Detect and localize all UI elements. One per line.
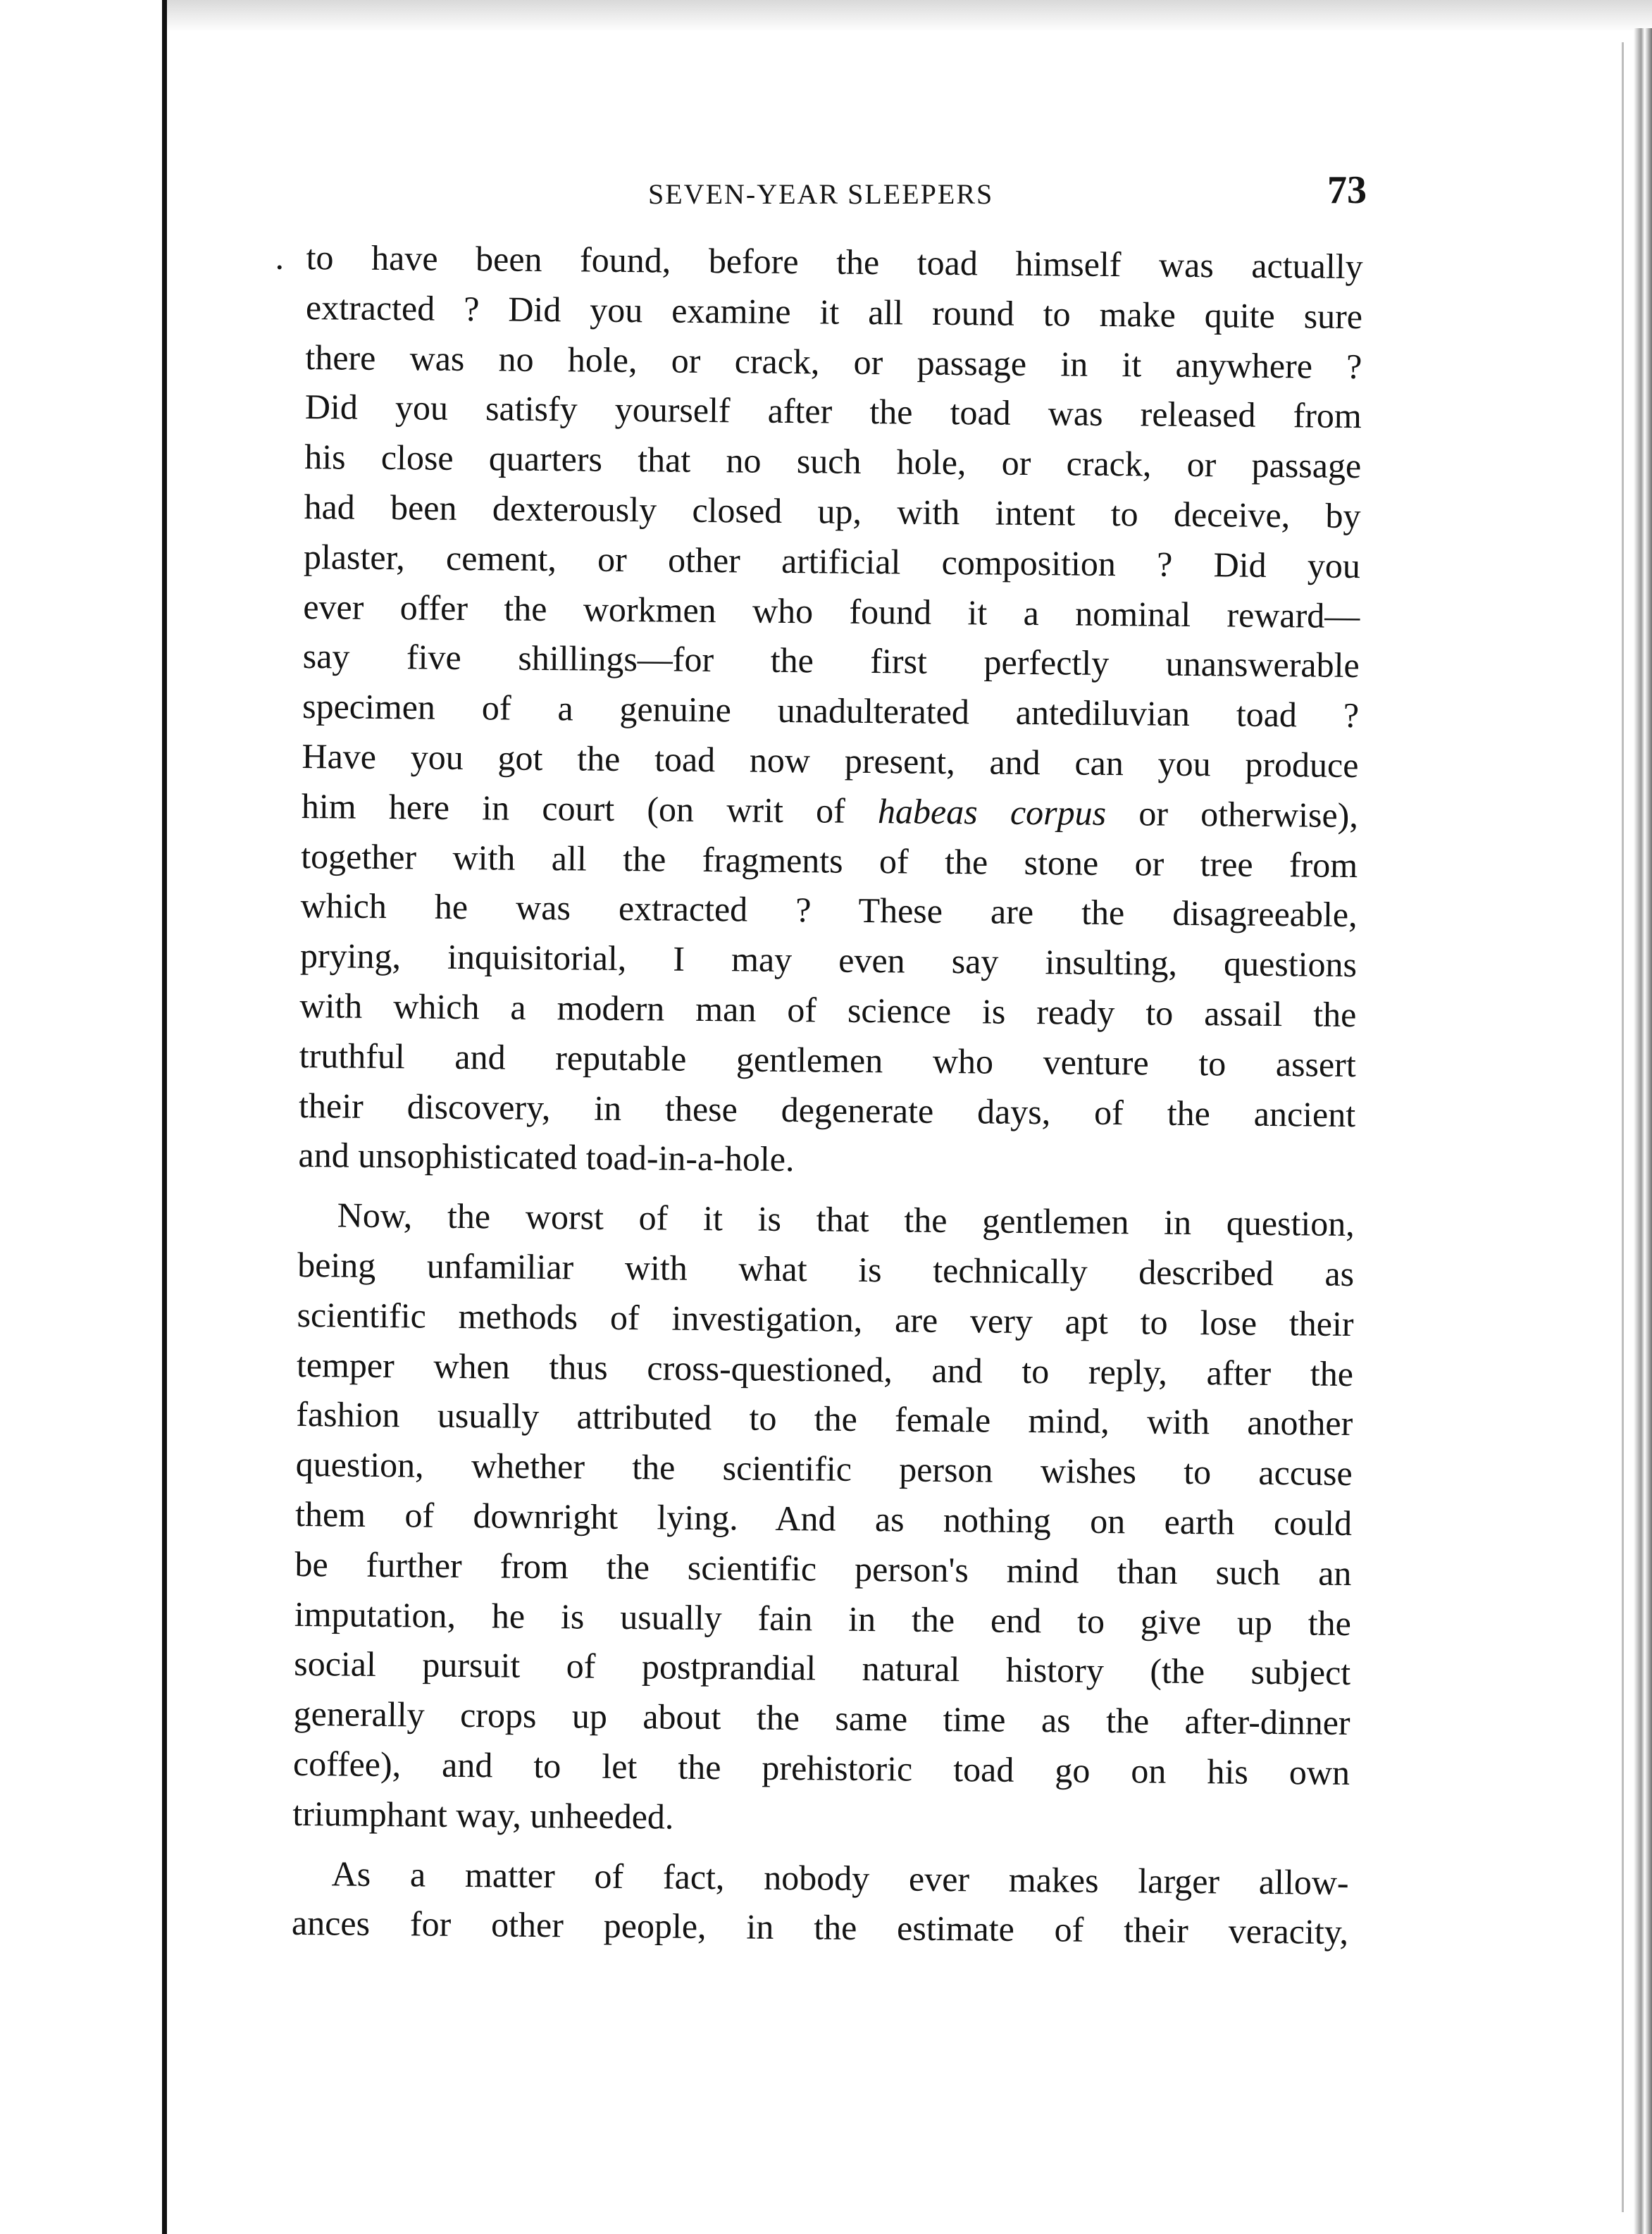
paragraph-2 [292,1190,1355,1847]
text-line: coffee), and to let the prehistoric toad go on his own [292,1743,1350,1792]
text-line: there was no hole, or crack, or passage in it anywhere ? [305,337,1362,386]
text-line: plaster, cement, or other artificial composition ? Did you [303,536,1361,585]
page-right-edge [1634,28,1652,2234]
text-line: say five shillings—for the first perfectly unanswerable [302,636,1360,685]
running-header [310,168,1367,231]
binding-edge [162,0,167,2234]
text-fragment: him here in court (on writ of [301,786,878,831]
text-line: generally crops up about the same time as the after-dinner [293,1694,1350,1743]
text-line: Did you satisfy yourself after the toad was released from [304,387,1362,436]
text-line: with which a modern man of science is ready to assail the [299,985,1357,1035]
text-line: them of downright lying. And as nothing on earth could [294,1494,1353,1543]
paragraph-1 [298,232,1363,1189]
body-text [275,232,1363,1957]
text-line: be further from the scientific person's mind than such an [294,1544,1352,1593]
text-line: being unfamiliar with what is technically described as [297,1244,1355,1293]
text-line: scientific methods of investigation, are very apt to lose their [297,1294,1354,1343]
running-title: SEVEN-YEAR SLEEPERS [648,178,994,210]
page-right-inner-edge [1622,42,1624,2212]
text-line: prying, inquisitorial, I may even say insulting, questions [299,936,1358,985]
text-line: ances for other people, in the estimate of their veracity, [291,1903,1349,1952]
text-line: which he was extracted ? These are the disagreeable, [300,886,1358,935]
text-line: truthful and reputable gentlemen who venture to assert [299,1035,1356,1084]
text-line: social pursuit of postprandial natural history (the subject [294,1644,1351,1693]
text-line: had been dexterously closed up, with intent to deceive, by [304,486,1361,536]
page-number: 73 [1327,168,1367,212]
text-line: extracted ? Did you examine it all round to make quite sure [305,287,1363,336]
text-fragment: or otherwise), [1105,793,1359,835]
text-line: their discovery, in these degenerate days, of the ancient [298,1085,1356,1134]
text-line: temper when thus cross-questioned, and to reply, after the [296,1344,1354,1394]
text-line: his close quarters that no such hole, or crack, or passage [304,437,1362,486]
text-line: fashion usually attributed to the female mind, with another [296,1394,1353,1444]
text-line: imputation, he is usually fain in the end to give up the [294,1594,1352,1643]
text-line: ever offer the workmen who found it a nominal reward— [303,586,1360,635]
text-line: together with all the fragments of the stone or tree from [301,836,1358,885]
text-line: and unsophisticated toad-in-a-hole. [298,1135,795,1179]
text-line: question, whether the scientific person wishes to accuse [295,1444,1353,1494]
italic-latin-term: habeas corpus [877,790,1107,833]
text-line: Have you got the toad now present, and can you produce [302,736,1359,786]
stray-mark: . [275,237,285,277]
page-top-edge [167,0,1652,32]
paragraph-3 [292,1848,1349,1957]
text-line: triumphant way, unheeded. [292,1793,674,1837]
text-line: specimen of a genuine unadulterated antediluvian toad ? [302,686,1360,736]
text-line: Now, the worst of it is that the gentlemen in question, [337,1195,1355,1244]
text-line: to have been found, before the toad himself was actually [306,237,1363,287]
text-line: As a matter of fact, nobody ever makes larger allow- [331,1853,1349,1902]
text-line-habeas [302,781,1359,840]
